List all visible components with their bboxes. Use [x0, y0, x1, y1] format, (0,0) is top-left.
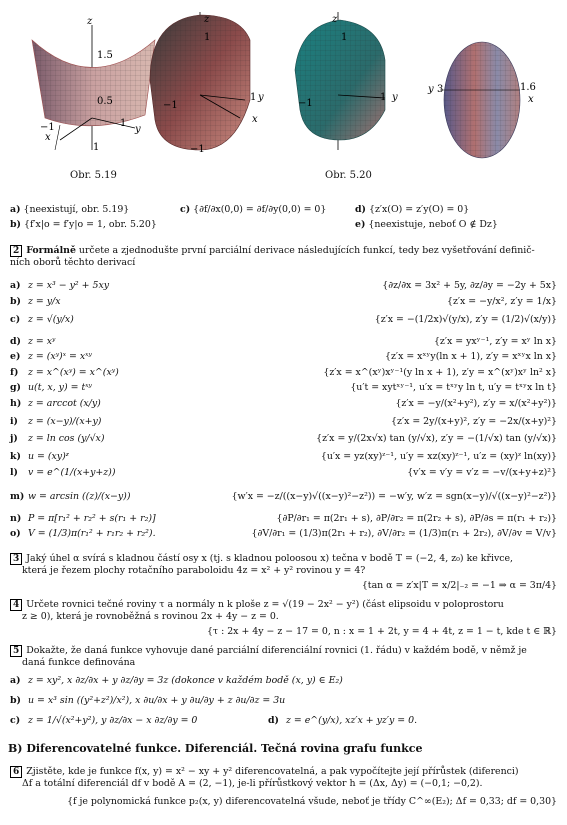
- item-label: a): [10, 280, 21, 291]
- item-expression: z = (x−y)/(x+y): [28, 416, 102, 427]
- surface-plot-4: [440, 42, 520, 158]
- caption-left: Obr. 5.19: [70, 170, 117, 181]
- problem-6: 6 Zjistěte, kde je funkce f(x, y) = x² − xy + y² diferencovatelná, a pak vypočítejte její přírůstek (diferenci) Δf a totální diferenciál df v bodě A = (2, −1), je-li přírůstkový vektor h = (Δx, Δy) = (−0,1; −0,2).: [10, 766, 557, 790]
- item-expression: z = y/x: [28, 296, 61, 307]
- item-label: o): [10, 528, 21, 539]
- item-label: e): [10, 351, 21, 362]
- item-label: f): [10, 367, 19, 378]
- item-answer: {z′x = x^(xʸ)xʸ⁻¹(y ln x + 1), z′y = x^(xʸ)xʸ ln² x}: [323, 367, 557, 378]
- item-answer: {∂z/∂x = 3x² + 5y, ∂z/∂y = −2y + 5x}: [382, 280, 557, 291]
- fig2-1a: 1: [204, 32, 211, 43]
- problem-4: 4 Určete rovnici tečné roviny τ a normály n k ploše z = √(19 − 2x² − y²) (část elipsoidu v poloprostoru z ≥ 0), která je rovnoběžná s rovinou 2x + 4y − z = 0.: [10, 599, 557, 623]
- fig2-y: y: [258, 92, 264, 103]
- item-answer: {w′x = −z/((x−y)√((x−y)²−z²)) = −w′y, w′z = sgn(x−y)/√((x−y)²−z²)}: [231, 491, 557, 502]
- fig1-x: x: [45, 132, 51, 143]
- surface-plot-2: [150, 12, 250, 150]
- item-expression: u = (xy)ᶻ: [28, 451, 69, 462]
- item-label: j): [10, 433, 18, 444]
- item-answer: {z′x = −(1/2x)√(y/x), z′y = (1/2)√(x/y)}: [374, 314, 557, 325]
- fig4-16: 1.6: [520, 82, 536, 93]
- item-label: b): [10, 296, 21, 307]
- item-label: g): [10, 382, 21, 393]
- item-label: d): [10, 336, 21, 347]
- prev-answer-e: e) {neexistuje, neboť O ∉ Dz}: [355, 219, 498, 230]
- fig1-15: 1.5: [97, 50, 113, 61]
- item-expression: P = π[r₁² + r₂² + s(r₁ + r₂)]: [28, 513, 156, 524]
- item-expression: z = arccot (x/y): [28, 398, 101, 409]
- item-expression: u(t, x, y) = tˣʸ: [28, 382, 92, 393]
- item-expression: v = e^(1/(x+y+z)): [28, 467, 116, 478]
- section-b-heading: B) Diferencovatelné funkce. Diferenciál. Tečná rovina grafu funkce: [8, 742, 423, 755]
- item-answer: {u′x = yz(xy)ᶻ⁻¹, u′y = xz(xy)ᶻ⁻¹, u′z = (xy)ᶻ ln(xy)}: [320, 451, 557, 462]
- fig1-05: 0.5: [97, 96, 113, 107]
- prev-answer-d: d) {z′x(O) = z′y(O) = 0}: [355, 204, 470, 215]
- problem-5: 5 Dokažte, že daná funkce vyhovuje dané parciální diferenciální rovnici (1. řádu) v každém bodě, v němž je daná funkce definována: [10, 645, 557, 669]
- item-label: h): [10, 398, 22, 409]
- item-expression: z = xʸ: [28, 336, 56, 347]
- problem-2-intro: 2 Formálně určete a zjednodušte první parciální derivace následujících funkcí, tedy bez vyšetřování definič- ních oborů těchto derivací: [10, 245, 535, 268]
- item-answer: {u′t = xytˣʸ⁻¹, u′x = tˣʸy ln t, u′y = tˣʸx ln t}: [350, 382, 557, 393]
- fig3-z: z: [332, 14, 338, 25]
- item-expression: z = x^(xʸ) = x^(xʸ): [28, 367, 119, 378]
- fig1-1a: 1: [120, 118, 127, 129]
- item-answer: {∂P/∂r₁ = π(2r₁ + s), ∂P/∂r₂ = π(2r₂ + s), ∂P/∂s = π(r₁ + r₂)}: [276, 513, 557, 524]
- fig1-1b: 1: [93, 142, 100, 153]
- item-label: n): [10, 513, 22, 524]
- item-expression: V = (1/3)π(r₁² + r₁r₂ + r₂²).: [28, 528, 156, 539]
- problem-3: 3 Jaký úhel α svírá s kladnou částí osy x (tj. s kladnou poloosou x) tečna v bodě T = (−2, 4, z₀) ke křivce, která je řezem plochy rotačního paraboloidu 4z = x² + y² rovinou y = 4?: [10, 553, 557, 577]
- item-label: k): [10, 451, 21, 462]
- fig1-y: y: [135, 124, 141, 135]
- fig4-y: y: [428, 84, 434, 95]
- item-answer: {z′x = yxʸ⁻¹, z′y = xʸ ln x}: [433, 336, 557, 347]
- fig3-m1: −1: [298, 98, 313, 109]
- problem-number: 2: [10, 245, 22, 257]
- fig3-1b: 1: [380, 92, 387, 103]
- item-expression: z = (xʸ)ˣ = xˣʸ: [28, 351, 92, 362]
- fig2-x: x: [252, 114, 258, 125]
- caption-right: Obr. 5.20: [325, 170, 372, 181]
- surface-plot-3: [295, 12, 385, 150]
- prev-answer-a: a) {neexistují, obr. 5.19}: [10, 204, 130, 215]
- item-answer: {z′x = 2y/(x+y)², z′y = −2x/(x+y)²}: [391, 416, 557, 427]
- fig4-x: x: [528, 94, 534, 105]
- item-answer: {z′x = −y/(x²+y²), z′y = x/(x²+y²)}: [395, 398, 557, 409]
- fig1-m1: −1: [40, 122, 55, 133]
- item-expression: w = arcsin ((z)/(x−y)): [28, 491, 131, 502]
- fig2-z: z: [204, 14, 210, 25]
- item-answer: {z′x = xˣʸy(ln x + 1), z′y = xˣʸx ln x}: [385, 351, 557, 362]
- item-label: c): [10, 314, 21, 325]
- fig3-1a: 1: [341, 32, 348, 43]
- fig2-m1a: −1: [163, 100, 178, 111]
- item-expression: z = ln cos (y/√x): [28, 433, 105, 444]
- item-label: m): [10, 491, 25, 502]
- fig3-y: y: [392, 92, 398, 103]
- item-answer: {∂V/∂r₁ = (1/3)π(2r₁ + r₂), ∂V/∂r₂ = (1/3)π(r₁ + 2r₂), ∂V/∂v = V/v}: [251, 528, 557, 539]
- fig2-1b: 1: [250, 92, 257, 103]
- item-label: i): [10, 416, 18, 427]
- item-label: l): [10, 467, 18, 478]
- figures: [0, 0, 567, 188]
- fig4-3: 3: [437, 84, 444, 95]
- fig1-z: z: [87, 16, 93, 27]
- item-expression: z = √(y/x): [28, 314, 74, 325]
- prev-answer-b: b) {f′x|o = f′y|o = 1, obr. 5.20}: [10, 219, 157, 230]
- item-answer: {z′x = y/(2x√x) tan (y/√x), z′y = −(1/√x) tan (y/√x)}: [316, 433, 557, 444]
- prev-answer-c: c) {∂f/∂x(0,0) = ∂f/∂y(0,0) = 0}: [180, 204, 327, 215]
- fig2-m1b: −1: [190, 144, 205, 155]
- item-expression: z = x³ − y² + 5xy: [28, 280, 110, 291]
- item-answer: {z′x = −y/x², z′y = 1/x}: [446, 296, 557, 307]
- item-answer: {v′x = v′y = v′z = −v/(x+y+z)²}: [407, 467, 557, 478]
